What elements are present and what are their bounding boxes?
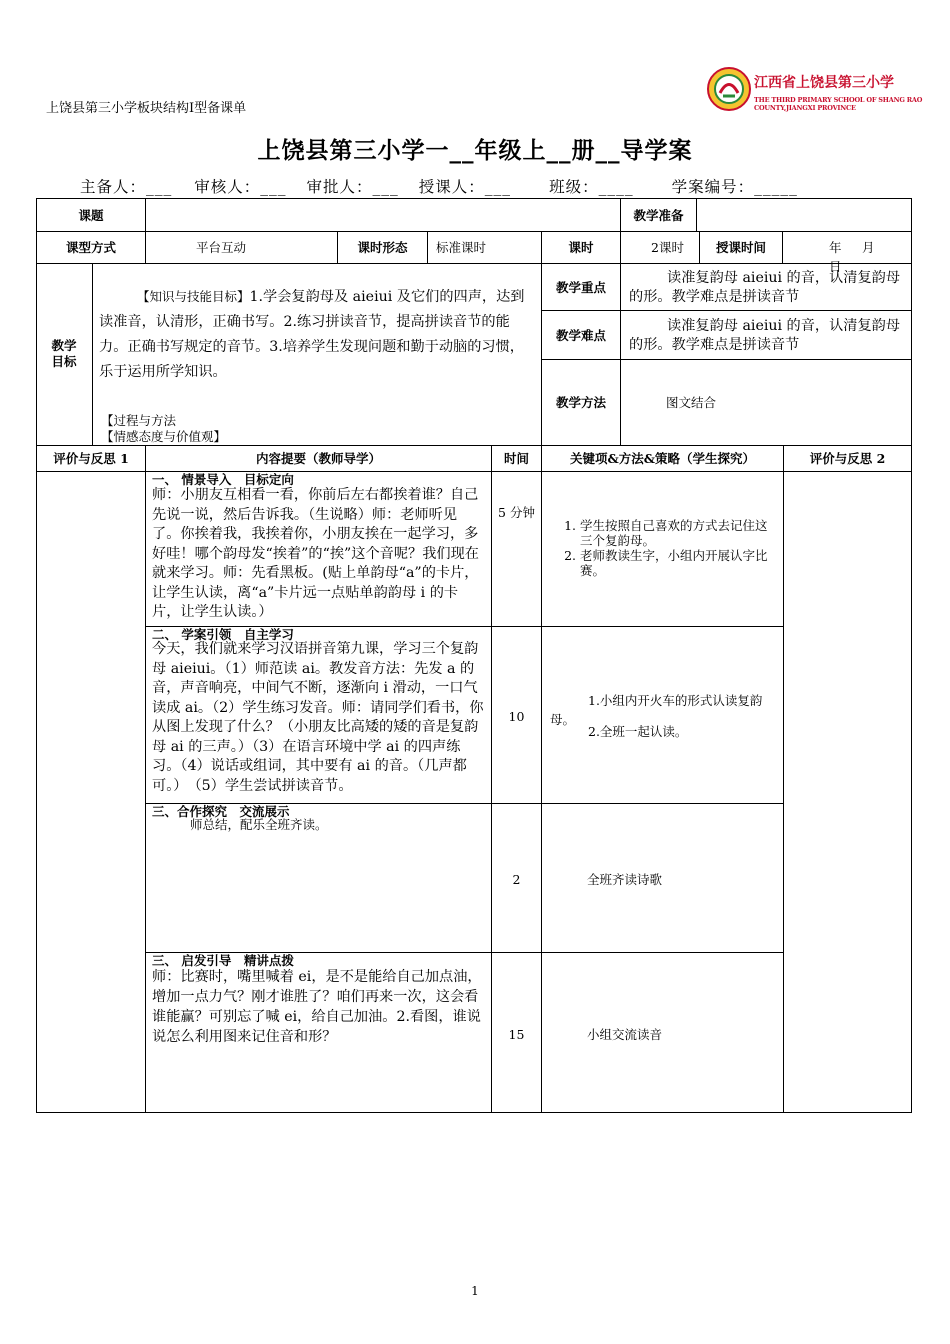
focus-text-cell: 读准复韵母 aieiui 的音，认清复韵母的形。教学难点是拼读音节	[620, 263, 912, 311]
col-header-strategy: 关键项&方法&策略（学生探究）	[541, 445, 784, 472]
reviewer-field: 审核人：___	[194, 178, 287, 196]
section-1-time: 5 分钟	[491, 471, 542, 627]
section-4-strategy: 小组交流读音	[541, 952, 784, 1113]
section-1-strategy	[541, 471, 784, 627]
section-2-time: 10	[491, 626, 542, 804]
col-header-eval2: 评价与反思 2	[783, 445, 912, 472]
topic-value-cell	[145, 198, 621, 232]
form-value-cell: 标准课时	[427, 231, 542, 264]
date-label-cell: 授课时间	[699, 231, 783, 264]
plan-number-field: 学案编号：_____	[671, 178, 798, 196]
section-4-content: 三、 启发引导 精讲点拨 师：比赛时，嘴里喊着 ei，是不是能给自己加点油，增加一点力气？刚才谁胜了？咱们再来一次，这会看谁能赢？可别忘了喊 ei，给自己加油。2.看图，谁说说怎么利用图来记住音和形？	[145, 952, 492, 1113]
document-header: 上饶县第三小学板块结构Ⅰ型备课单	[46, 101, 247, 116]
logo-chinese-name: 江西省上饶县第三小学	[754, 75, 894, 91]
teacher-field: 授课人：___	[418, 178, 512, 196]
col-header-eval1: 评价与反思 1	[36, 445, 146, 472]
difficulty-text-cell: 读准复韵母 aieiui 的音，认清复韵母的形。教学难点是拼读音节	[620, 310, 912, 360]
class-field: 班级：____	[549, 178, 634, 196]
page-title: 上饶县第三小学一__年级上__册__导学案	[257, 137, 693, 164]
hours-label-cell: 课时	[541, 231, 621, 264]
process-goal: 【过程与方法	[101, 413, 177, 428]
col-header-content: 内容提要（教师导学）	[145, 445, 492, 472]
section-4-time: 15	[491, 952, 542, 1113]
section-1-content: 一、 情景导入 目标定向 师：小朋友互相看一看，你前后左右都挨着谁？自己先说一说，然后告诉我。（生说略）师：老师听见了。你挨着我，我挨着你，小朋友挨在一起学习，多好哇！哪个韵母发“挨着”的“挨”这个音呢？我们现在就来学习。师：先看黑板。(贴上单韵母“a”的卡片，让学生认读，离“a”卡片远一点贴单韵韵母 i 的卡片，让学生认读。）	[145, 471, 492, 627]
prep-value-cell	[696, 198, 912, 232]
difficulty-label-cell: 教学难点	[541, 310, 621, 360]
date-value-cell: 年 月 日	[782, 231, 912, 264]
meta-line	[80, 175, 798, 197]
section-3-time: 2	[491, 803, 542, 953]
knowledge-goal: 【知识与技能目标】1.学会复韵母及 aieiui 及它们的四声，达到读准音，认清形，正确书写。2.练习拼读音节，提高拼读音节的能力。正确书写规定的音节。3.培养学生发现问题和勤于动脑的习惯，乐于运用所学知识。	[99, 289, 525, 380]
method-value-cell: 图文结合	[620, 359, 912, 446]
type-label-cell: 课型方式	[36, 231, 146, 264]
form-label-cell: 课时形态	[337, 231, 428, 264]
emotion-goal: 【情感态度与价值观】	[101, 429, 227, 444]
eval1-body-cell	[36, 471, 146, 1113]
school-emblem-icon	[706, 66, 752, 112]
approver-field: 审批人：___	[306, 178, 399, 196]
preparer-field: 主备人：___	[80, 178, 173, 196]
prep-label-cell: 教学准备	[620, 198, 697, 232]
section-2-content: 二、 学案引领 自主学习 今天，我们就来学习汉语拼音第九课，学习三个复韵母 aieiui。（1）师范读 ai。教发音方法：先发 a 的音，声音响亮，中间气不断，逐渐向 i 滑动，一口气读成 ai。（2）学生练习发音。师：请同学们看书，你从图上发现了什么？（小朋友比高矮的矮的音是复韵母 ai 的三声。）（3）在语言环境中学 ai 的四声练习。（4）说话或组词，其中要有 ai 的音。（几声都可。） （5）学生尝试拼读音节。	[145, 626, 492, 804]
goals-content-cell	[92, 263, 542, 446]
section-2-strategy: 1.小组内开火车的形式认读复韵母。 2.全班一起认读。	[541, 626, 784, 804]
topic-label-cell: 课题	[36, 198, 146, 232]
logo-english-name: THE THIRD PRIMARY SCHOOL OF SHANG RAO COUNTY,JIANGXI PROVINCE	[754, 96, 923, 112]
page-number: 1	[471, 1284, 479, 1298]
col-header-time: 时间	[491, 445, 542, 472]
section-3-content: 三、合作探究 交流展示 师总结，配乐全班齐读。	[145, 803, 492, 953]
method-label-cell: 教学方法	[541, 359, 621, 446]
hours-value-cell: 2课时	[620, 231, 700, 264]
goals-label-cell: 教学目标	[36, 263, 93, 446]
strategy-list: 1. 学生按照自己喜欢的方式去记住这三个复韵母。 2. 老师教读生字，小组内开展认字比赛。	[550, 518, 777, 578]
type-value-cell: 平台互动	[145, 231, 338, 264]
focus-label-cell: 教学重点	[541, 263, 621, 311]
section-3-strategy: 全班齐读诗歌	[541, 803, 784, 953]
eval2-body-cell	[783, 471, 912, 1113]
